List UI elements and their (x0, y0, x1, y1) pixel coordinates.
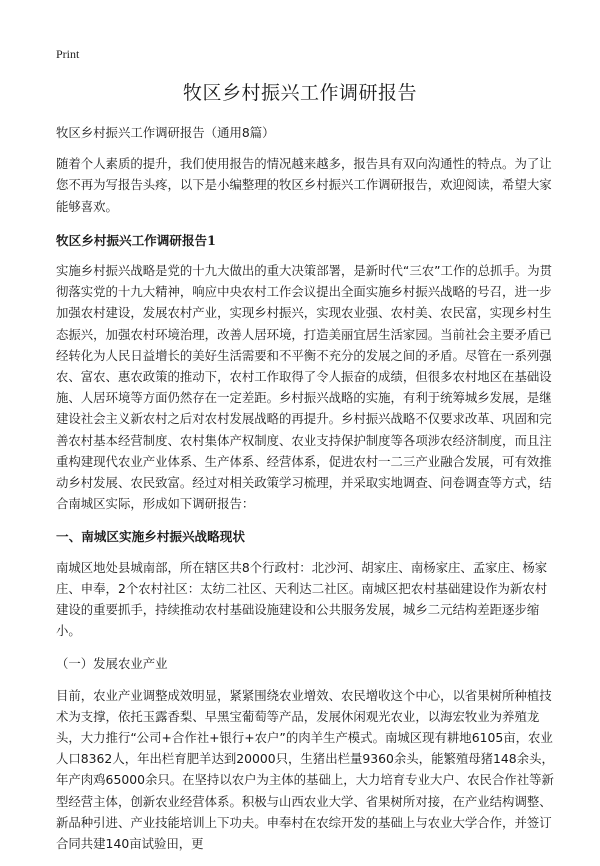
subsection-heading: （一）发展农业产业 (56, 656, 168, 672)
report-paragraph: 实施乡村振兴战略是党的十九大做出的重大决策部署，是新时代“三农”工作的总抓手。为贯彻落实党的十九大精神，响应中央农村工作会议提出全面实施乡村振兴战略的号召，进一步加强农村建设，发展农村产业，实现乡村振兴，实现农业强、农村美、农民富，实现乡村生态振兴，加强农村环境治理，改善人居环境，打造美丽宜居生活家园。当前社会主要矛盾已经转化为人民日益增长的美好生活需要和不平衡不充分的发展之间的矛盾。尽管在一系列强农、富农、惠农政策的推动下，农村工作取得了令人振奋的成绩，但很多农村地区在基础设施、人居环境等方面仍然存在一定差距。乡村振兴战略的实施，有利于统筹城乡发展，是继建设社会主义新农村之后对农村发展战略的再提升。乡村振兴战略不仅要求改革、巩固和完善农村基本经营制度、农村集体产权制度、农业支持保护制度等各项涉农经济制度，而且注重构建现代农业产业体系、生产体系、经营体系，促进农村一二三产业融合发展，可有效推动乡村发展、农民致富。经过对相关政策学习梳理，并采取实地调查、问卷调查等方式，结合南城区实际，形成如下调研报告： (56, 263, 553, 512)
intro-paragraph: 随着个人素质的提升，我们使用报告的情况越来越多，报告具有双向沟通性的特点。为了让您不再为写报告头疼，以下是小编整理的牧区乡村振兴工作调研报告，欢迎阅读，希望大家能够喜欢。 (56, 156, 552, 214)
document-subtitle: 牧区乡村振兴工作调研报告（通用8篇） (56, 125, 275, 140)
print-link[interactable]: Print (56, 47, 80, 61)
subsection-paragraph: 目前，农业产业调整成效明显，紧紧围绕农业增效、农民增收这个中心，以省果树所种植技术为支撑，依托玉露香梨、早黑宝葡萄等产品，发展休闲观光农业，以海宏牧业为养殖龙头，大力推行“公司+合作社+银行+农户”的肉羊生产模式。南城区现有耕地6105亩，农业人口8362人，年出栏育肥羊达到20000只，生猪出栏量9360余头，能繁殖母猪148余头，年产肉鸡65000余只。在坚持以农户为主体的基础上，大力培育专业大户、农民合作社等新型经营主体，创新农业经营体系。积极与山西农业大学、省果树所对接，在产业结构调整、新品种引进、产业技能培训上下功夫。申奉村在农综开发的基础上与农业大学合作，并签订合同共建140亩试验田，更 (56, 687, 554, 852)
section-heading: 一、南城区实施乡村振兴战略现状 (56, 529, 245, 545)
page-title: 牧区乡村振兴工作调研报告 (182, 82, 417, 104)
report-heading: 牧区乡村振兴工作调研报告1 (56, 232, 216, 248)
document-body (56, 122, 556, 866)
section-paragraph: 南城区地处县城南部，所在辖区共8个行政村：北沙河、胡家庄、南杨家庄、孟家庄、杨家庄、申奉，2个农村社区：太纺二社区、天利达二社区。南城区把农村基础建设作为新农村建设的重要抓手，持续推动农村基础设施建设和公共服务发展，城乡二元结构差距逐步缩小。 (56, 559, 548, 639)
